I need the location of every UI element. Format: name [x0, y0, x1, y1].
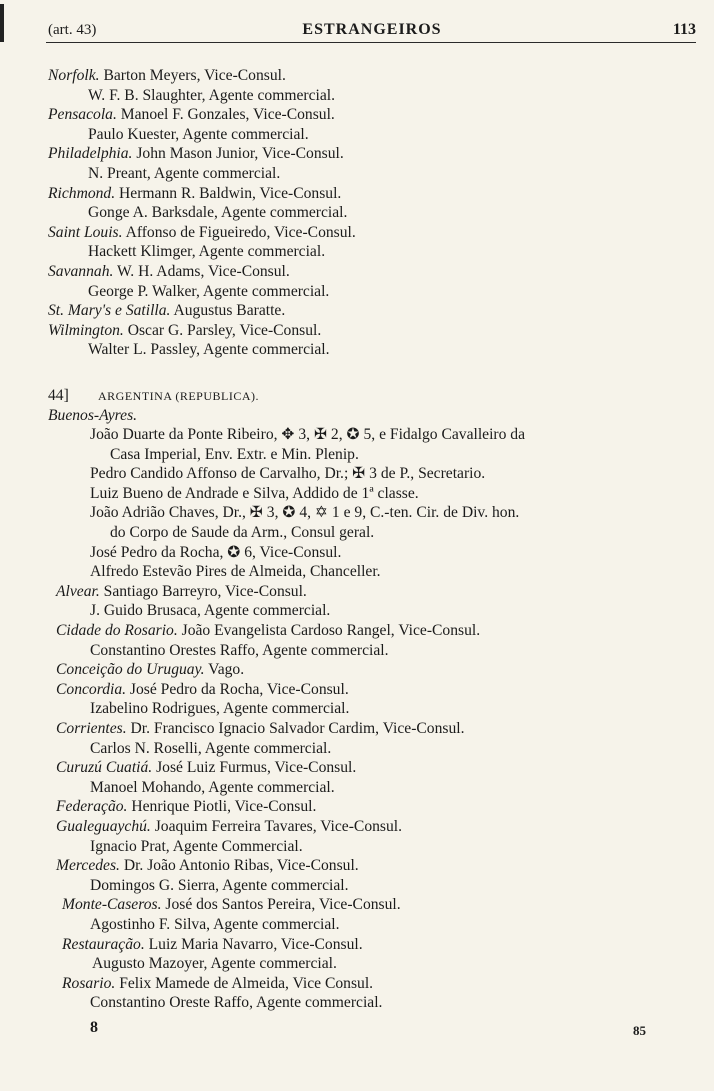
- place-name: Federação.: [56, 798, 128, 816]
- entry-text: Hackett Klimger, Agente commercial.: [88, 243, 326, 261]
- person-entry: [0, 641, 714, 661]
- place-entry: [0, 895, 714, 915]
- entry-text: Constantino Oreste Raffo, Agente commercial.: [90, 994, 383, 1012]
- entry-text: Carlos N. Roselli, Agente commercial.: [90, 739, 332, 757]
- person-entry: [0, 915, 714, 935]
- place-entry: [0, 105, 714, 125]
- footer-number: 85: [633, 1023, 646, 1038]
- entry-text: Manoel F. Gonzales, Vice-Consul.: [116, 106, 335, 124]
- entry-text: Manoel Mohando, Agente commercial.: [90, 778, 335, 796]
- person-entry: [0, 484, 714, 504]
- entry-text: Domingos G. Sierra, Agente commercial.: [90, 876, 349, 894]
- entry-text: Paulo Kuester, Agente commercial.: [88, 125, 309, 143]
- place-entry: [0, 797, 714, 817]
- entry-text: Pedro Candido Affonso de Carvalho, Dr.; ✠ 3 de P., Secretario.: [90, 465, 486, 483]
- place-entry: [0, 184, 714, 204]
- entry-text: José Pedro da Rocha, ✪ 6, Vice-Consul.: [90, 543, 342, 561]
- person-entry: [0, 523, 714, 543]
- entry-text: Walter L. Passley, Agente commercial.: [88, 341, 330, 359]
- person-entry: [0, 993, 714, 1013]
- entry-text: W. F. B. Slaughter, Agente commercial.: [88, 86, 336, 104]
- listing-body: [0, 66, 714, 1013]
- place-entry: [0, 144, 714, 164]
- place-name: Norfolk.: [48, 67, 100, 84]
- entry-text: Barton Meyers, Vice-Consul.: [99, 67, 286, 84]
- entry-text: Joaquim Ferreira Tavares, Vice-Consul.: [150, 817, 403, 835]
- person-entry: [0, 778, 714, 798]
- place-name: Philadelphia.: [48, 145, 133, 163]
- place-entry: [0, 935, 714, 955]
- place-name: Conceição do Uruguay.: [56, 661, 205, 679]
- place-name: Savannah.: [48, 262, 114, 280]
- place-name: St. Mary's e Satilla.: [48, 302, 171, 320]
- person-entry: [0, 562, 714, 582]
- place-name: Wilmington.: [48, 321, 124, 339]
- entry-text: Vago.: [204, 661, 245, 679]
- page-edge-mark: [0, 4, 4, 42]
- article-reference: (art. 43): [48, 22, 97, 38]
- place-entry: [0, 223, 714, 243]
- entry-text: Constantino Orestes Raffo, Agente commercial.: [90, 641, 389, 659]
- place-entry: [0, 406, 714, 426]
- page-header: [48, 16, 696, 40]
- entry-text: João Evangelista Cardoso Rangel, Vice-Consul.: [177, 622, 481, 640]
- section-number: 44]: [48, 386, 69, 404]
- person-entry: [0, 425, 714, 445]
- entry-text: W. H. Adams, Vice-Consul.: [113, 262, 290, 280]
- header-rule: [46, 42, 696, 43]
- place-name: Restauração.: [62, 935, 145, 953]
- place-entry: [0, 974, 714, 994]
- place-entry: [0, 301, 714, 321]
- section-title: ARGENTINA (REPUBLICA).: [98, 388, 259, 403]
- place-entry: [0, 856, 714, 876]
- person-entry: [0, 464, 714, 484]
- person-entry: [0, 503, 714, 523]
- place-entry: [0, 758, 714, 778]
- entry-text: do Corpo de Saude da Arm., Consul geral.: [110, 524, 375, 542]
- entry-text: Oscar G. Parsley, Vice-Consul.: [123, 321, 322, 339]
- entry-text: Dr. João Antonio Ribas, Vice-Consul.: [119, 857, 359, 875]
- place-entry: [0, 680, 714, 700]
- entry-text: John Mason Junior, Vice-Consul.: [132, 145, 344, 163]
- entry-text: Dr. Francisco Ignacio Salvador Cardim, Vice-Consul.: [126, 720, 465, 737]
- place-name: Pensacola.: [48, 106, 117, 124]
- person-entry: [0, 125, 714, 145]
- entry-text: N. Preant, Agente commercial.: [88, 164, 281, 182]
- place-name: Cidade do Rosario.: [56, 622, 178, 640]
- person-entry: [0, 876, 714, 896]
- entry-text: J. Guido Brusaca, Agente commercial.: [90, 602, 331, 620]
- place-name: Alvear.: [56, 582, 100, 600]
- place-name: Concordia.: [56, 680, 127, 698]
- signature-mark: 8: [90, 1019, 98, 1036]
- place-entry: [0, 719, 714, 739]
- entry-text: Agostinho F. Silva, Agente commercial.: [90, 915, 340, 933]
- entry-text: Gonge A. Barksdale, Agente commercial.: [88, 204, 348, 222]
- person-entry: [0, 203, 714, 223]
- place-name: Rosario.: [62, 974, 116, 992]
- place-name: Curuzú Cuatiá.: [56, 759, 153, 777]
- person-entry: [0, 340, 714, 360]
- running-title: ESTRANGEIROS: [302, 21, 442, 38]
- person-entry: [0, 543, 714, 563]
- entry-text: Henrique Piotli, Vice-Consul.: [127, 798, 317, 816]
- place-entry: [0, 621, 714, 641]
- place-entry: [0, 660, 714, 680]
- person-entry: [0, 739, 714, 759]
- entry-text: Casa Imperial, Env. Extr. e Min. Plenip.: [110, 445, 359, 463]
- entry-text: Affonso de Figueiredo, Vice-Consul.: [122, 223, 356, 241]
- person-entry: [0, 699, 714, 719]
- place-name: Monte-Caseros.: [62, 896, 162, 914]
- place-name: Gualeguaychú.: [56, 817, 151, 835]
- person-entry: [0, 837, 714, 857]
- place-entry: [0, 262, 714, 282]
- entry-text: Ignacio Prat, Agente Commercial.: [90, 837, 303, 855]
- entry-text: Luiz Bueno de Andrade e Silva, Addido de 1ª classe.: [90, 484, 419, 502]
- place-name: Mercedes.: [56, 857, 120, 875]
- person-entry: [0, 164, 714, 184]
- place-entry: [0, 66, 714, 86]
- person-entry: [0, 954, 714, 974]
- place-name: Buenos-Ayres.: [48, 406, 138, 424]
- place-entry: [0, 582, 714, 602]
- entry-text: Augustus Baratte.: [170, 302, 286, 320]
- place-name: Richmond.: [48, 184, 116, 202]
- place-entry: [0, 817, 714, 837]
- place-name: Corrientes.: [56, 720, 127, 737]
- entry-text: Augusto Mazoyer, Agente commercial.: [92, 955, 337, 973]
- person-entry: [0, 282, 714, 302]
- page-number: 113: [672, 21, 696, 38]
- entry-text: José Luiz Furmus, Vice-Consul.: [152, 759, 357, 777]
- person-entry: [0, 86, 714, 106]
- entry-text: George P. Walker, Agente commercial.: [88, 282, 330, 300]
- entry-text: Izabelino Rodrigues, Agente commercial.: [90, 700, 350, 718]
- section-gap: [0, 360, 714, 386]
- entry-text: Luiz Maria Navarro, Vice-Consul.: [144, 935, 363, 953]
- entry-text: Hermann R. Baldwin, Vice-Consul.: [115, 184, 342, 202]
- entry-text: Felix Mamede de Almeida, Vice Consul.: [115, 974, 374, 992]
- place-name: Saint Louis.: [48, 223, 123, 241]
- entry-text: José Pedro da Rocha, Vice-Consul.: [126, 680, 349, 698]
- place-entry: [0, 321, 714, 341]
- person-entry: [0, 601, 714, 621]
- entry-text: João Duarte da Ponte Ribeiro, ✥ 3, ✠ 2, ✪ 5, e Fidalgo Cavalleiro da: [90, 426, 526, 444]
- entry-text: Alfredo Estevão Pires de Almeida, Chanceller.: [90, 563, 381, 581]
- entry-text: José dos Santos Pereira, Vice-Consul.: [161, 896, 401, 914]
- entry-text: Santiago Barreyro, Vice-Consul.: [99, 582, 307, 600]
- entry-text: João Adrião Chaves, Dr., ✠ 3, ✪ 4, ✡ 1 e 9, C.-ten. Cir. de Div. hon.: [90, 504, 520, 522]
- person-entry: [0, 445, 714, 465]
- section-heading: [0, 386, 714, 406]
- person-entry: [0, 242, 714, 262]
